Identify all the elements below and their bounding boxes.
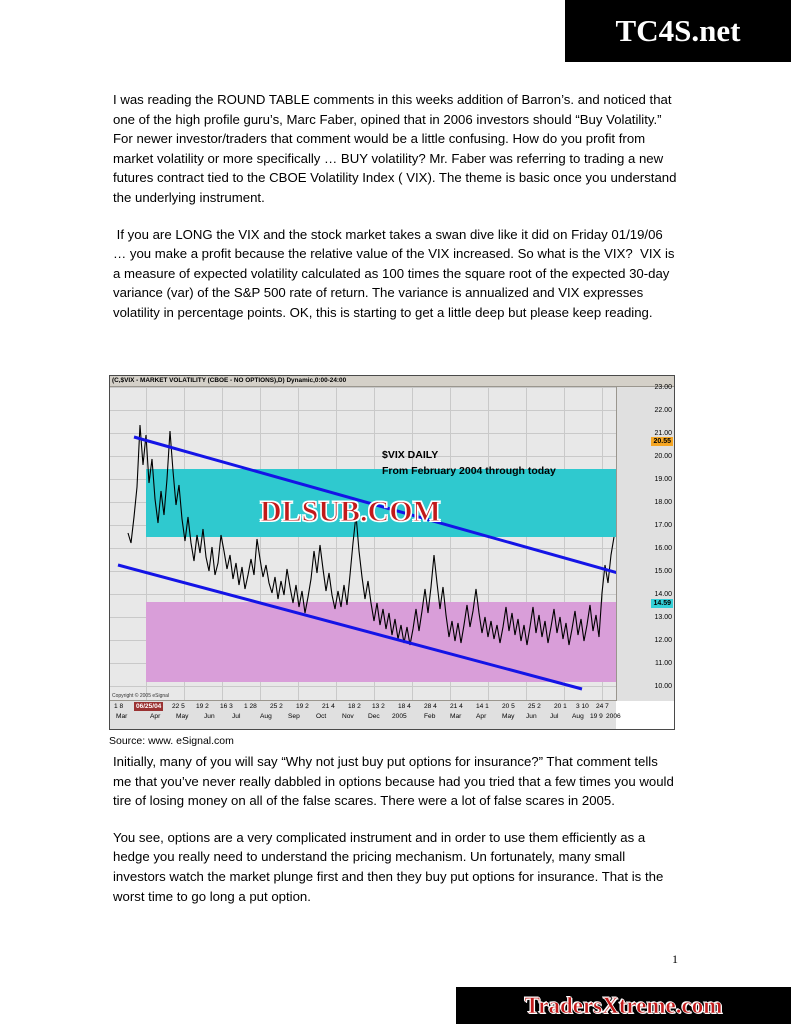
chart-price-axis xyxy=(616,384,674,701)
lower-downtrend-line xyxy=(118,565,582,689)
paragraph-2: If you are LONG the VIX and the stock market takes a swan dive like it did on Friday 01/19/06 … you make a profit because the relative value of the VIX increased. So what is the VIX? VIX is a measure of expected volatility calculated as 100 times the square root of the expected 30-day variance (var) of the S&P 500 rate of return. The variance is annualized and VIX expresses volatility in percentage points. OK, this is starting to get a little deep but please keep reading. xyxy=(113,226,679,320)
price-tick: 12.00 xyxy=(654,637,672,644)
chart-time-axis xyxy=(110,700,621,729)
time-tick-top: 19 2 xyxy=(196,703,209,710)
chart-titlebar: (C,$VIX - MARKET VOLATILITY (CBOE - NO OPTIONS),D) Dynamic,0:00-24:00 xyxy=(110,376,674,387)
watermark-text: DLSUB.COM xyxy=(260,495,441,528)
time-tick-top: 20 1 xyxy=(554,703,567,710)
time-tick-top: 14 1 xyxy=(476,703,489,710)
time-tick-top: 13 2 xyxy=(372,703,385,710)
price-badge-current: 14.59 xyxy=(653,600,671,607)
price-tick: 21.00 xyxy=(654,430,672,437)
price-badge-current-high: 20.55 xyxy=(653,438,671,445)
time-tick-top: 25 2 xyxy=(270,703,283,710)
price-tick: 20.00 xyxy=(654,453,672,460)
time-tick-bottom: Sep xyxy=(288,713,300,720)
time-tick-bottom: Apr xyxy=(150,713,161,720)
price-tick: 19.00 xyxy=(654,476,672,483)
date-highlight-badge: 06/25/04 xyxy=(136,703,162,710)
price-tick: 10.00 xyxy=(654,683,672,690)
time-tick-top: 24 7 xyxy=(596,703,609,710)
page-number: 1 xyxy=(672,952,678,966)
document-top-text xyxy=(113,90,681,340)
price-tick: 14.00 xyxy=(654,591,672,598)
time-tick-bottom: Aug xyxy=(260,713,272,720)
paragraph-1: I was reading the ROUND TABLE comments in this weeks addition of Barron’s. and noticed that one of the high profile guru’s, Marc Faber, opined that in 2006 investors should “Buy Volatility.” For newer investor/traders that comment would be a little confusing. How do you profit from market volatility or more specifically … BUY volatility? Mr. Faber was referring to trading a new futures contract tied to the CBOE Volatility Index ( VIX). The theme is basic once you understand the underlying instrument. xyxy=(113,92,681,205)
paragraph-4: You see, options are a very complicated instrument and in order to use them efficiently as a hedge you really need to understand the pricing mechanism. Un fortunately, many small investors watch the market plunge first and then they buy put options for insurance. That is the worst time to go long a put option. xyxy=(113,829,667,904)
trendlines-overlay xyxy=(110,387,616,701)
document-bottom-text xyxy=(113,752,678,923)
price-tick: 18.00 xyxy=(654,499,672,506)
time-tick-bottom: Jun xyxy=(204,713,215,720)
price-tick: 23.00 xyxy=(654,384,672,391)
top-logo-text: TC4S.net xyxy=(615,13,741,48)
time-tick-top: 1 8 xyxy=(114,703,124,710)
time-tick-bottom: Feb xyxy=(424,713,436,720)
chart-copyright: Copyright © 2005 eSignal xyxy=(112,693,170,699)
time-tick-top: 16 3 xyxy=(220,703,233,710)
chart-annotation-subtitle: From February 2004 through today xyxy=(382,465,556,477)
time-tick-bottom: Aug xyxy=(572,713,584,720)
time-tick-top: 21 4 xyxy=(450,703,463,710)
time-tick-bottom: 2006 xyxy=(606,713,621,720)
chart-annotation-title: $VIX DAILY xyxy=(382,449,439,461)
time-tick-top: 1 28 xyxy=(244,703,257,710)
price-tick: 22.00 xyxy=(654,407,672,414)
chart-plot-area xyxy=(110,387,616,701)
bottom-logo-text: TradersXtreme.com xyxy=(524,992,723,1018)
time-tick-bottom: 19 9 xyxy=(590,713,603,720)
time-tick-bottom: Oct xyxy=(316,713,327,720)
time-tick-top: 22 5 xyxy=(172,703,185,710)
time-tick-bottom: Apr xyxy=(476,713,487,720)
price-tick: 15.00 xyxy=(654,568,672,575)
price-tick: 17.00 xyxy=(654,522,672,529)
top-brand-banner xyxy=(565,0,791,62)
bottom-brand-banner xyxy=(456,987,791,1024)
time-tick-bottom: Jul xyxy=(232,713,241,720)
time-tick-bottom: 2005 xyxy=(392,713,407,720)
time-tick-bottom: May xyxy=(502,713,515,720)
price-tick: 11.00 xyxy=(655,660,672,667)
time-tick-bottom: Mar xyxy=(116,713,128,720)
time-tick-top: 25 2 xyxy=(528,703,541,710)
time-tick-top: 21 4 xyxy=(322,703,335,710)
time-tick-top: 18 2 xyxy=(348,703,361,710)
time-tick-bottom: Dec xyxy=(368,713,380,720)
time-tick-bottom: Jul xyxy=(550,713,559,720)
chart-figure xyxy=(109,375,677,747)
paragraph-3: Initially, many of you will say “Why not just buy put options for insurance?” That comment tells me that you’ve never really dabbled in options because had you tried that a few times you would tire of losing money on all of the false scares. There were a lot of false scares in 2005. xyxy=(113,754,678,809)
time-tick-top: 28 4 xyxy=(424,703,437,710)
time-tick-bottom: Mar xyxy=(450,713,462,720)
time-tick-top: 18 4 xyxy=(398,703,411,710)
price-tick: 16.00 xyxy=(654,545,672,552)
time-tick-bottom: Nov xyxy=(342,713,354,720)
price-tick: 13.00 xyxy=(654,614,672,621)
chart-frame xyxy=(109,375,675,730)
time-tick-bottom: Jun xyxy=(526,713,537,720)
time-tick-top: 3 10 xyxy=(576,703,589,710)
time-tick-bottom: May xyxy=(176,713,189,720)
time-tick-top: 20 5 xyxy=(502,703,515,710)
time-tick-top: 19 2 xyxy=(296,703,309,710)
chart-source-caption: Source: www. eSignal.com xyxy=(109,735,234,747)
